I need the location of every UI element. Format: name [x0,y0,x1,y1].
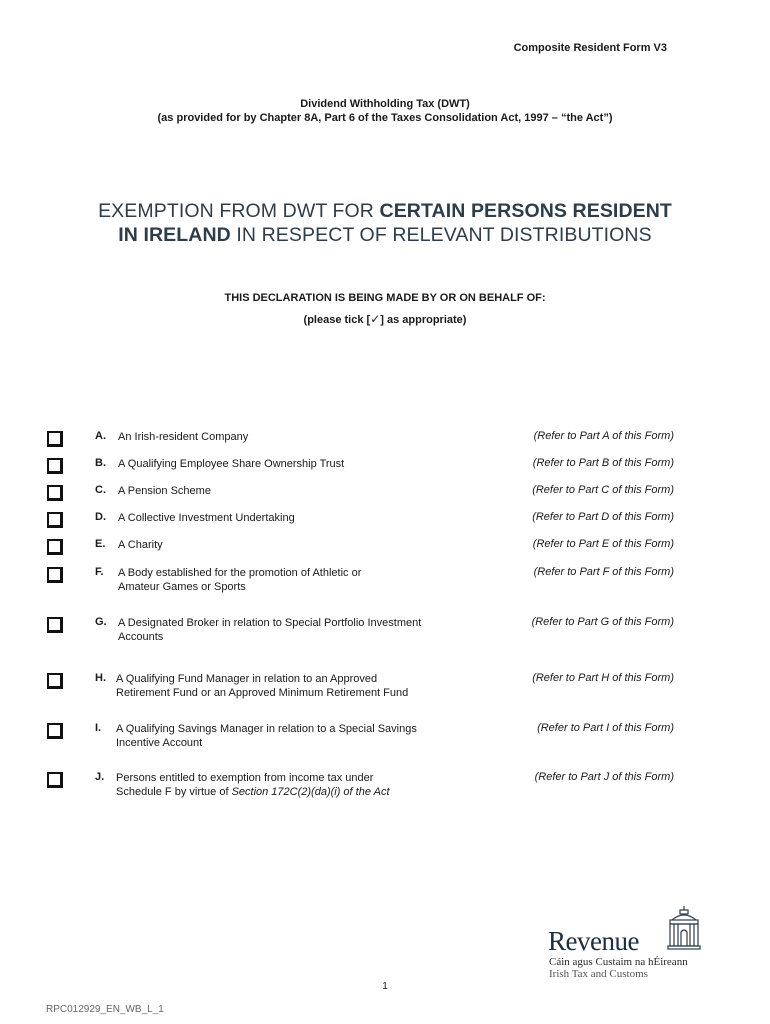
option-description [116,722,456,750]
option-desc-line2: Accounts [118,631,164,643]
option-desc-line1: A Pension Scheme [118,485,211,497]
option-description [118,511,458,525]
option-letter: I. [95,722,102,734]
revenue-logo [546,904,706,984]
option-description [118,430,458,444]
option-c-checkbox[interactable] [47,485,63,501]
option-desc-line2: Incentive Account [116,737,203,749]
option-reference: (Refer to Part J of this Form) [534,771,674,783]
option-desc-line1: Persons entitled to exemption from income tax under [116,772,374,784]
option-desc-line2: Retirement Fund or an Approved Minimum Retirement Fund [116,687,409,699]
option-g-checkbox[interactable] [47,617,63,633]
option-letter: G. [95,616,107,628]
option-reference: (Refer to Part I of this Form) [537,722,674,734]
option-reference: (Refer to Part F of this Form) [533,566,674,578]
option-reference: (Refer to Part H of this Form) [532,672,674,684]
option-f-checkbox[interactable] [47,567,63,583]
page-number: 1 [382,981,388,992]
option-reference: (Refer to Part E of this Form) [532,538,674,550]
option-g [0,616,770,656]
option-letter: B. [95,457,106,469]
option-desc-line1: A Qualifying Employee Share Ownership Trust [118,458,345,470]
option-reference: (Refer to Part A of this Form) [533,430,674,442]
option-letter: J. [95,771,105,783]
logo-irish-tagline: Cáin agus Custaim na hÉireann [549,956,688,968]
option-desc-line1: A Collective Investment Undertaking [118,512,295,524]
option-desc-line1: A Qualifying Fund Manager in relation to an Approved [116,673,378,685]
logo-english-tagline: Irish Tax and Customs [549,968,648,980]
logo-wordmark: Revenue [548,926,639,956]
option-reference: (Refer to Part C of this Form) [532,484,674,496]
option-h-checkbox[interactable] [47,673,63,689]
option-description [118,457,458,471]
option-f [0,566,770,606]
form-headline-line1 [0,200,770,223]
tick-instruction [0,312,770,326]
headline-normal-1: EXEMPTION FROM DWT FOR [98,200,380,222]
option-a-checkbox[interactable] [47,431,63,447]
option-i [0,722,770,762]
option-letter: D. [95,511,106,523]
option-desc-line1: A Charity [118,539,163,551]
declaration-title: THIS DECLARATION IS BEING MADE BY OR ON BEHALF OF: [224,292,546,304]
option-desc-line2: Amateur Games or Sports [118,581,246,593]
option-reference: (Refer to Part D of this Form) [532,511,674,523]
option-desc-line2-italic: Section 172C(2)(da)(i) of the Act [231,786,390,798]
option-desc-line1: An Irish-resident Company [118,431,249,443]
option-desc-line2-prefix: Schedule F by virtue of [116,786,232,798]
dwt-title: Dividend Withholding Tax (DWT) [300,98,470,110]
tick-suffix: ] as appropriate) [380,314,467,326]
option-reference: (Refer to Part G of this Form) [531,616,674,628]
option-j-checkbox[interactable] [47,772,63,788]
option-description [118,566,458,594]
headline-bold-1: CERTAIN PERSONS RESIDENT [379,200,672,222]
form-version: Composite Resident Form V3 [513,42,667,54]
checkmark-icon: ✓ [370,312,381,326]
revenue-building-icon [666,904,702,952]
headline-normal-2: IN RESPECT OF RELEVANT DISTRIBUTIONS [230,224,652,246]
option-description [116,672,456,700]
option-h [0,672,770,712]
option-d-checkbox[interactable] [47,512,63,528]
option-reference: (Refer to Part B of this Form) [532,457,674,469]
option-letter: A. [95,430,106,442]
option-letter: E. [95,538,106,550]
option-desc-line1: A Qualifying Savings Manager in relation to a Special Savings [116,723,417,735]
tick-prefix: (please tick [ [303,314,371,326]
form-headline-line2 [0,224,770,247]
option-description [118,484,458,498]
dwt-subtitle: (as provided for by Chapter 8A, Part 6 of the Taxes Consolidation Act, 1997 – “the Act”) [157,112,613,124]
reference-code: RPC012929_EN_WB_L_1 [46,1004,164,1015]
option-letter: H. [95,672,106,684]
option-i-checkbox[interactable] [47,723,63,739]
option-desc-line1: A Designated Broker in relation to Special Portfolio Investment [118,617,422,629]
option-b-checkbox[interactable] [47,458,63,474]
option-j [0,771,770,811]
option-letter: C. [95,484,106,496]
option-description [118,616,458,644]
option-description [116,771,456,799]
headline-bold-2: IN IRELAND [118,224,231,246]
option-e-checkbox[interactable] [47,539,63,555]
option-letter: F. [95,566,104,578]
option-description [118,538,458,552]
option-desc-line1: A Body established for the promotion of Athletic or [118,567,362,579]
